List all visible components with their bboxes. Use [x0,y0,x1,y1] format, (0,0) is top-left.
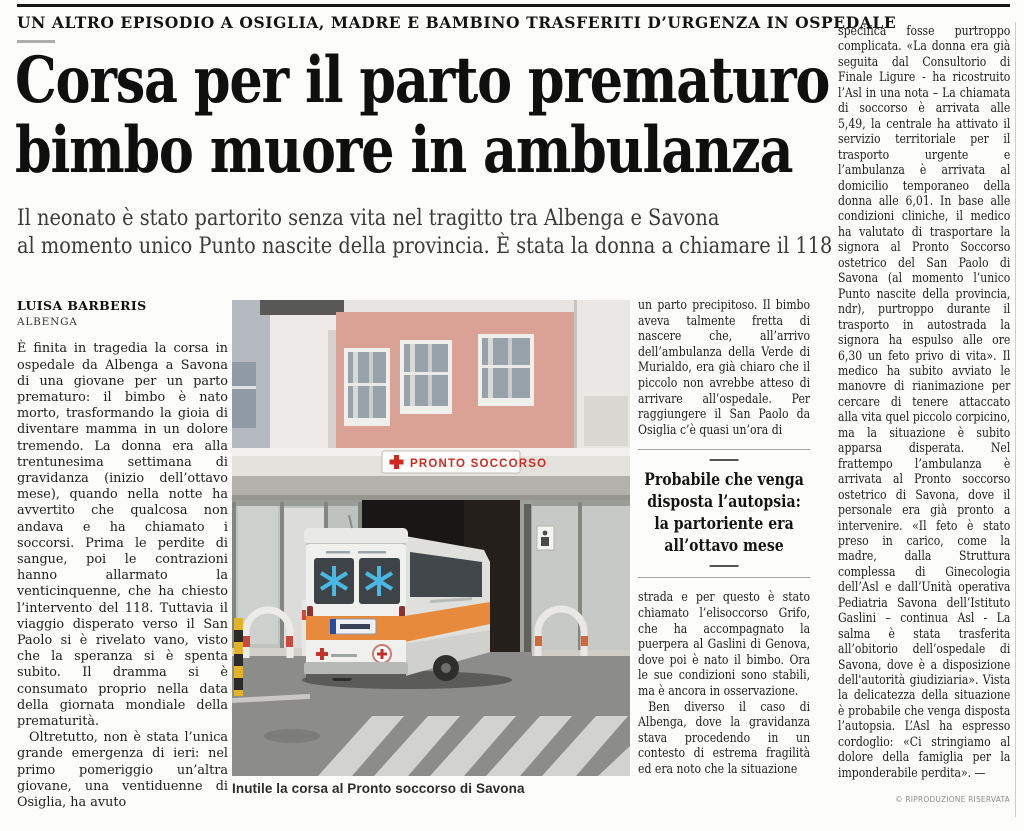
column-left [17,298,228,811]
copyright-notice: © RIPRODUZIONE RISERVATA [895,795,1010,804]
kicker: UN ALTRO EPISODIO A OSIGLIA, MADRE E BAMBINO TRASFERITI D’URGENZA IN OSPEDALE [17,13,897,32]
body-paragraph: specifica fosse purtroppo complicata. «La donna era già seguita dal Consultorio di Finale Ligure - ha ricostruito l’Asl in una nota – La chiamata di soccorso è arrivata alle 5,49, la centrale ha attivato il servizio territoriale per il trasporto urgente e l’ambulanza è arrivata al domicilio temporaneo della donna alle 6,01. In base alle condizioni cliniche, il medico ha valutato di trasportare la signora al Pronto Soccorso ostetrico del San Paolo di Savona (al momento l’unico Punto nascite della provincia, ndr), purtroppo durante il trasporto in autostrada la signora ha espulso alle ore 6,30 un feto privo di vita». Il medico ha subito avviato le manovre di rianimazione per cercare di tenere attaccato alla vita quel piccolo corpicino, ma la situazione è subito apparsa disperata. Nel frattempo l’ambulanza è arrivata al Pronto soccorso ostetrico di Savona, dove il personale era già pronto a intervenire. «Il feto è stato preso in carico, come la madre, dalla Struttura complessa di Ginecologia dell’Asl e dall’Unità operativa Pediatria Savona dell’Istituto Gaslini – continua Asl - La salma è stata trasferita all’obitorio dell’ospedale di Savona, dove è a disposizione dell'autorità giudiziaria». Vista la delicatezza della situazione è probabile che venga disposta l’autopsia. L’Asl ha espresso cordoglio: «Ci stringiamo al dolore della famiglia per la imponderabile perdita». — [838,24,1011,781]
hospital-photo-illustration [232,300,630,776]
standfirst-line-1: Il neonato è stato partorito senza vita nel tragitto tra Albenga e Savona [17,205,720,231]
warning-pole [234,618,243,696]
body-paragraph: Ben diverso il caso di Albenga, dove la gravidanza stava procedendo in un contesto di estrema fragilità ed era noto che la situazione [638,699,811,777]
sign-text: PRONTO SOCCORSO [410,458,548,470]
body-paragraph: un parto precipitoso. Il bimbo aveva talmente fretta di nascere che, all’arrivo dell’ambulanza della Verde di Murialdo, era già chiaro che il piccolo non avrebbe atteso di arrivare all’ospedale. Per raggiungere il San Paolo da Osiglia c’è quasi un’ora di [638,298,811,438]
standfirst-line-2: al momento unico Punto nascite della provincia. È stata la donna a chiamare il 118 [17,233,833,259]
pull-quote-dash-top [710,459,739,461]
facade-window [400,340,452,414]
license-plate [330,619,376,634]
headline [15,43,915,188]
body-paragraph: Oltretutto, non è stata l’unica grande emergenza di ieri: nel primo pomeriggio un’altra giovane, una ventiduenne di Osiglia, ha avuto [17,730,228,811]
body-paragraph: È finita in tragedia la corsa in ospedale da Albenga a Savona di una giovane per un parto prematuro: il bimbo è nato morto, trasformando la gioia di diventare mamma in un dolore tremendo. La donna era alla trentunesima settimana di gravidanza (inizio dell’ottavo mese), quando nella notte ha avvertito che qualcosa non andava e ha chiamato i soccorsi. Prima le perdite di sangue, poi le contrazioni hanno allarmato la venticinquenne, che ha chiesto l’intervento del 118. Tuttavia il viaggio disperato verso il San Paolo si è rivelato vano, visto che la speranza si è spenta subito. Il dramma si è consumato proprio nella data della giornata mondiale della prematurità. [17,341,228,730]
right-column-rule [1015,22,1016,817]
headline-line-2: bimbo muore in ambulanza [15,113,793,188]
byline-author: LUISA BARBERIS [17,298,147,313]
pull-quote-text: Probabile che venga disposta l’autopsia: la partoriente era all’ottavo mese [644,470,804,556]
column-right [838,24,1010,781]
byline-location: ALBENGA [17,316,78,329]
bumper [304,662,408,675]
standfirst [17,204,834,260]
hospital-photo [232,300,630,776]
top-rule [17,4,1010,7]
association-emblem [373,645,391,663]
door-sign [537,526,554,550]
facade-window [478,334,534,406]
body-paragraph: strada e per questo è stato chiamato l’elisoccorso Grifo, che ha accompagnato la puerpera al Gaslini di Genova, dove poi è nato il bimbo. Ora le sue condizioni sono stabili, ma è ancora in osservazione. [638,590,811,699]
pull-quote-dash-bottom [710,565,739,567]
photo-caption: Inutile la corsa al Pronto soccorso di Savona [232,781,525,796]
pull-quote [638,449,810,578]
headline-line-1: Corsa per il parto prematuro [15,43,830,118]
facade-window [344,348,390,426]
column-middle [638,298,810,777]
